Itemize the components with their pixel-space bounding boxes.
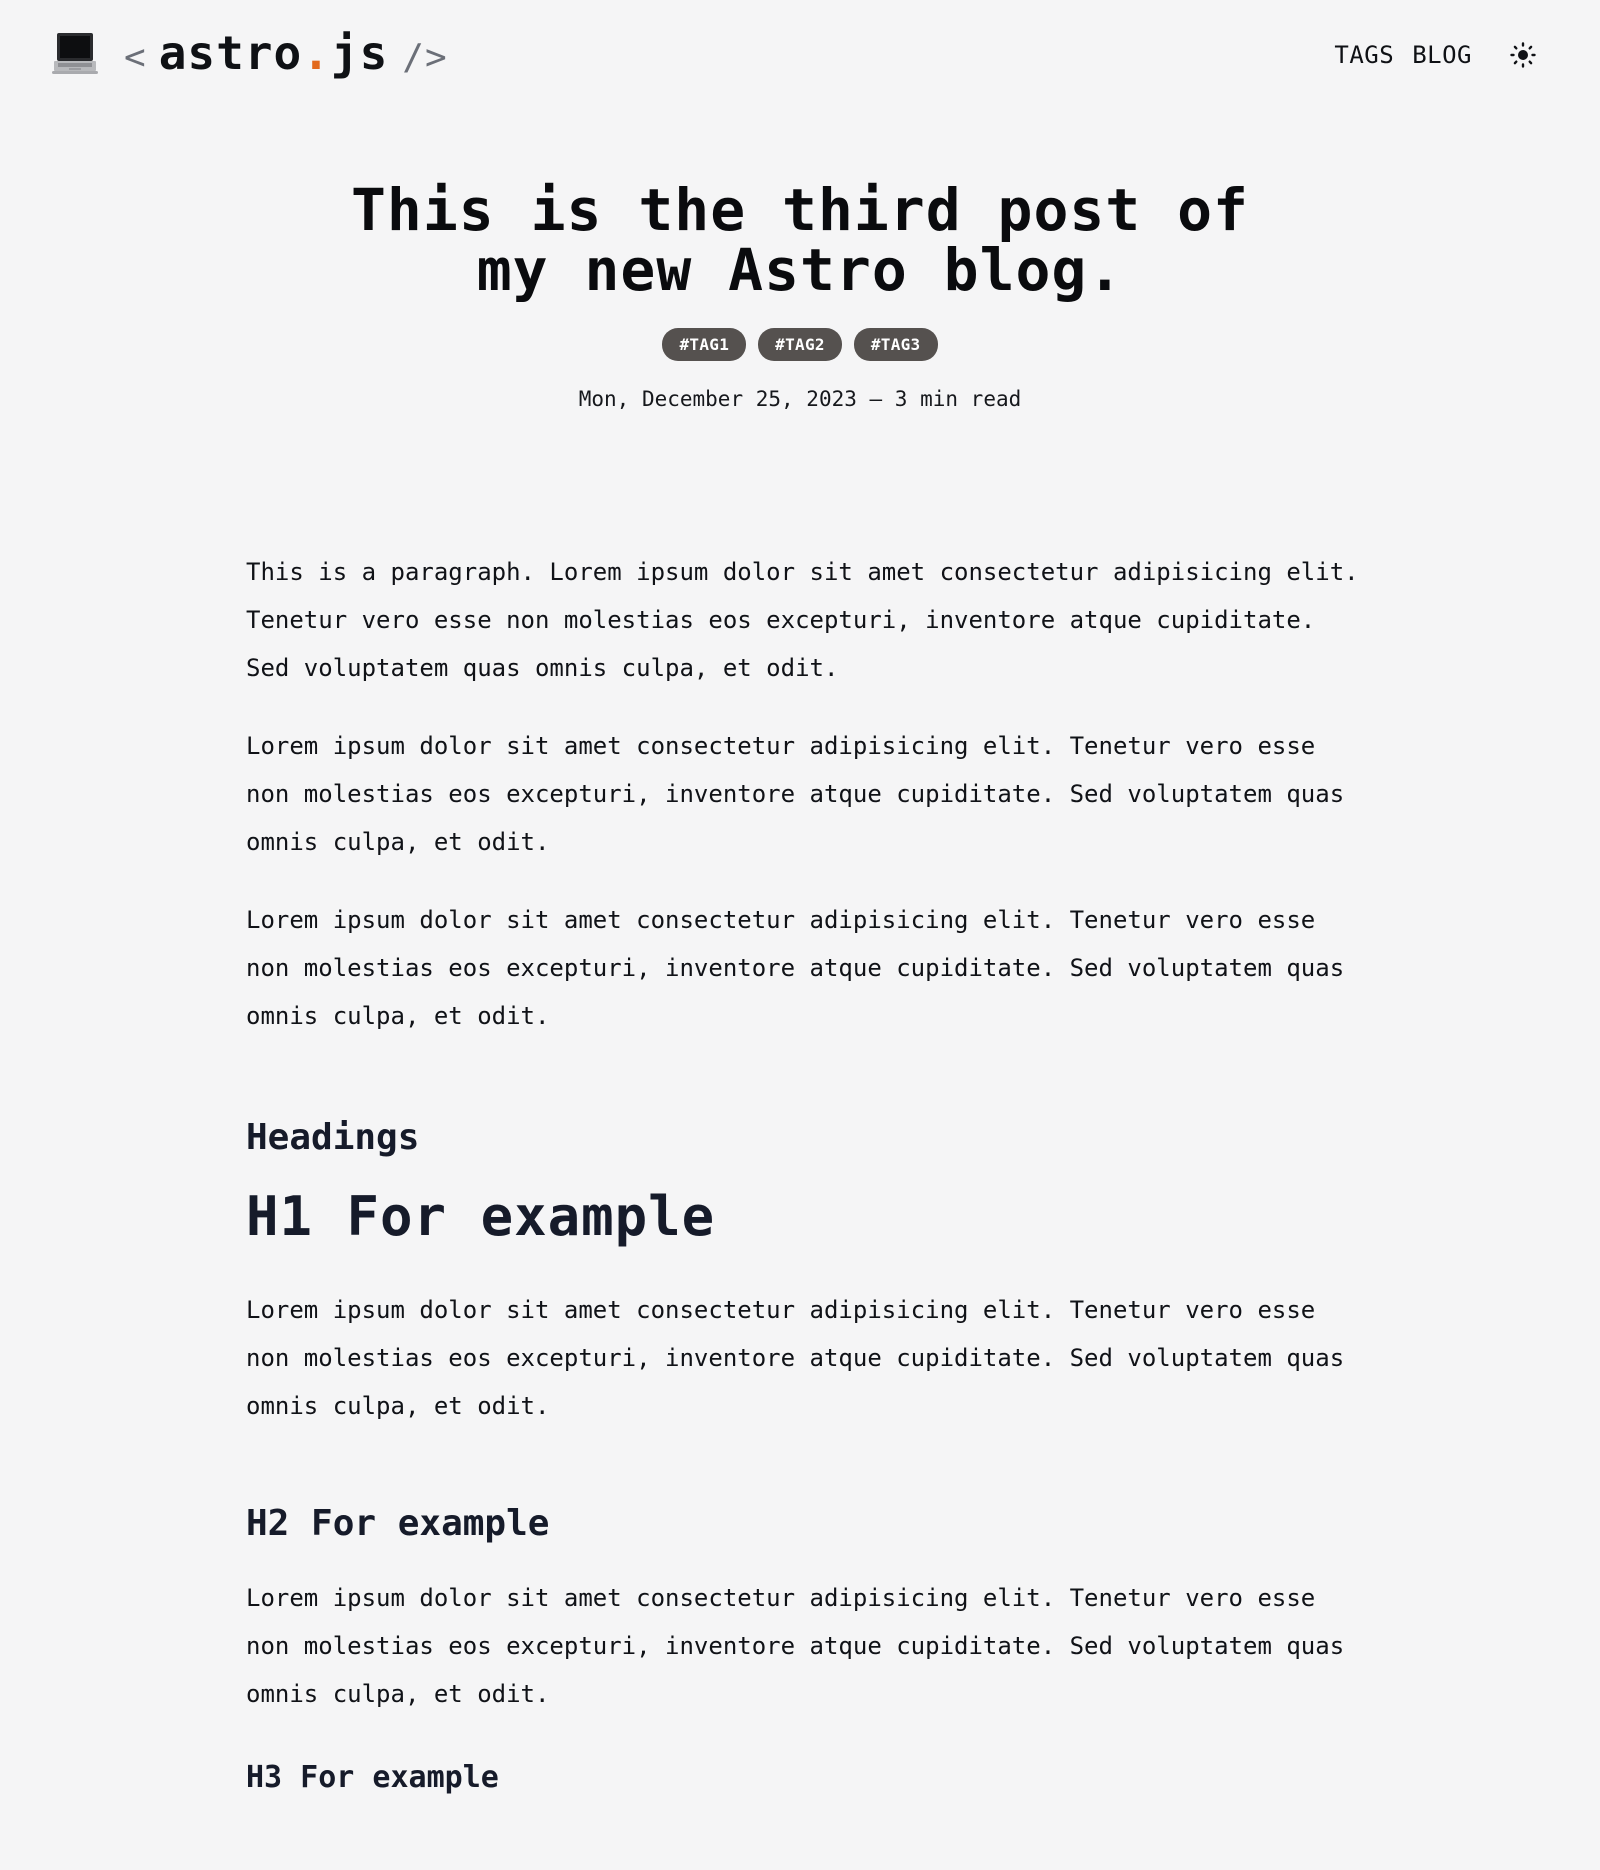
laptop-icon bbox=[52, 29, 98, 77]
headings-section-title: Headings bbox=[246, 1117, 420, 1158]
paragraph: Lorem ipsum dolor sit amet consectetur adipisicing elit. Tenetur vero esse non molestias eos excepturi, inventore atque cupiditate. Sed voluptatem quas omnis culpa, et odit. bbox=[246, 906, 1345, 1030]
post-header bbox=[0, 176, 1600, 411]
h2-example-heading: H2 For example bbox=[246, 1503, 550, 1544]
tag-link[interactable]: #TAG2 bbox=[758, 328, 842, 361]
top-nav bbox=[1334, 38, 1540, 72]
tag-link[interactable]: #TAG3 bbox=[854, 328, 938, 361]
logo-dot: . bbox=[302, 26, 331, 80]
sun-icon bbox=[1510, 42, 1536, 68]
logo-name-part: astro bbox=[158, 26, 303, 80]
paragraph: Lorem ipsum dolor sit amet consectetur adipisicing elit. Tenetur vero esse non molestias eos excepturi, inventore atque cupiditate. Sed voluptatem quas omnis culpa, et odit. bbox=[246, 732, 1345, 856]
site-name bbox=[124, 26, 448, 80]
logo-open-bracket: < bbox=[124, 37, 147, 78]
tag-list bbox=[0, 328, 1600, 361]
logo-close-bracket: /> bbox=[402, 37, 448, 78]
theme-toggle-button[interactable] bbox=[1506, 38, 1540, 72]
nav-blog-link[interactable]: BLOG bbox=[1412, 41, 1472, 69]
post-meta: Mon, December 25, 2023 – 3 min read bbox=[578, 387, 1022, 411]
h3-example-heading: H3 For example bbox=[246, 1760, 499, 1795]
paragraph: Lorem ipsum dolor sit amet consectetur adipisicing elit. Tenetur vero esse non molestias eos excepturi, inventore atque cupiditate. Sed voluptatem quas omnis culpa, et odit. bbox=[246, 1296, 1345, 1420]
h1-example-heading: H1 For example bbox=[246, 1185, 716, 1248]
home-logo-link[interactable] bbox=[52, 26, 448, 80]
tag-link[interactable]: #TAG1 bbox=[662, 328, 746, 361]
paragraph: Lorem ipsum dolor sit amet consectetur adipisicing elit. Tenetur vero esse non molestias eos excepturi, inventore atque cupiditate. Sed voluptatem quas omnis culpa, et odit. bbox=[246, 1584, 1345, 1708]
post-title: This is the third post of my new Astro blog. bbox=[351, 176, 1249, 304]
post-content bbox=[246, 548, 1366, 1798]
site-header bbox=[0, 0, 1600, 112]
paragraph: This is a paragraph. Lorem ipsum dolor sit amet consectetur adipisicing elit. Tenetur vero esse non molestias eos excepturi, inventore atque cupiditate. Sed voluptatem quas omnis culpa, et odit. bbox=[246, 558, 1359, 682]
nav-tags-link[interactable]: TAGS bbox=[1334, 41, 1395, 69]
logo-name-part: js bbox=[330, 26, 389, 80]
